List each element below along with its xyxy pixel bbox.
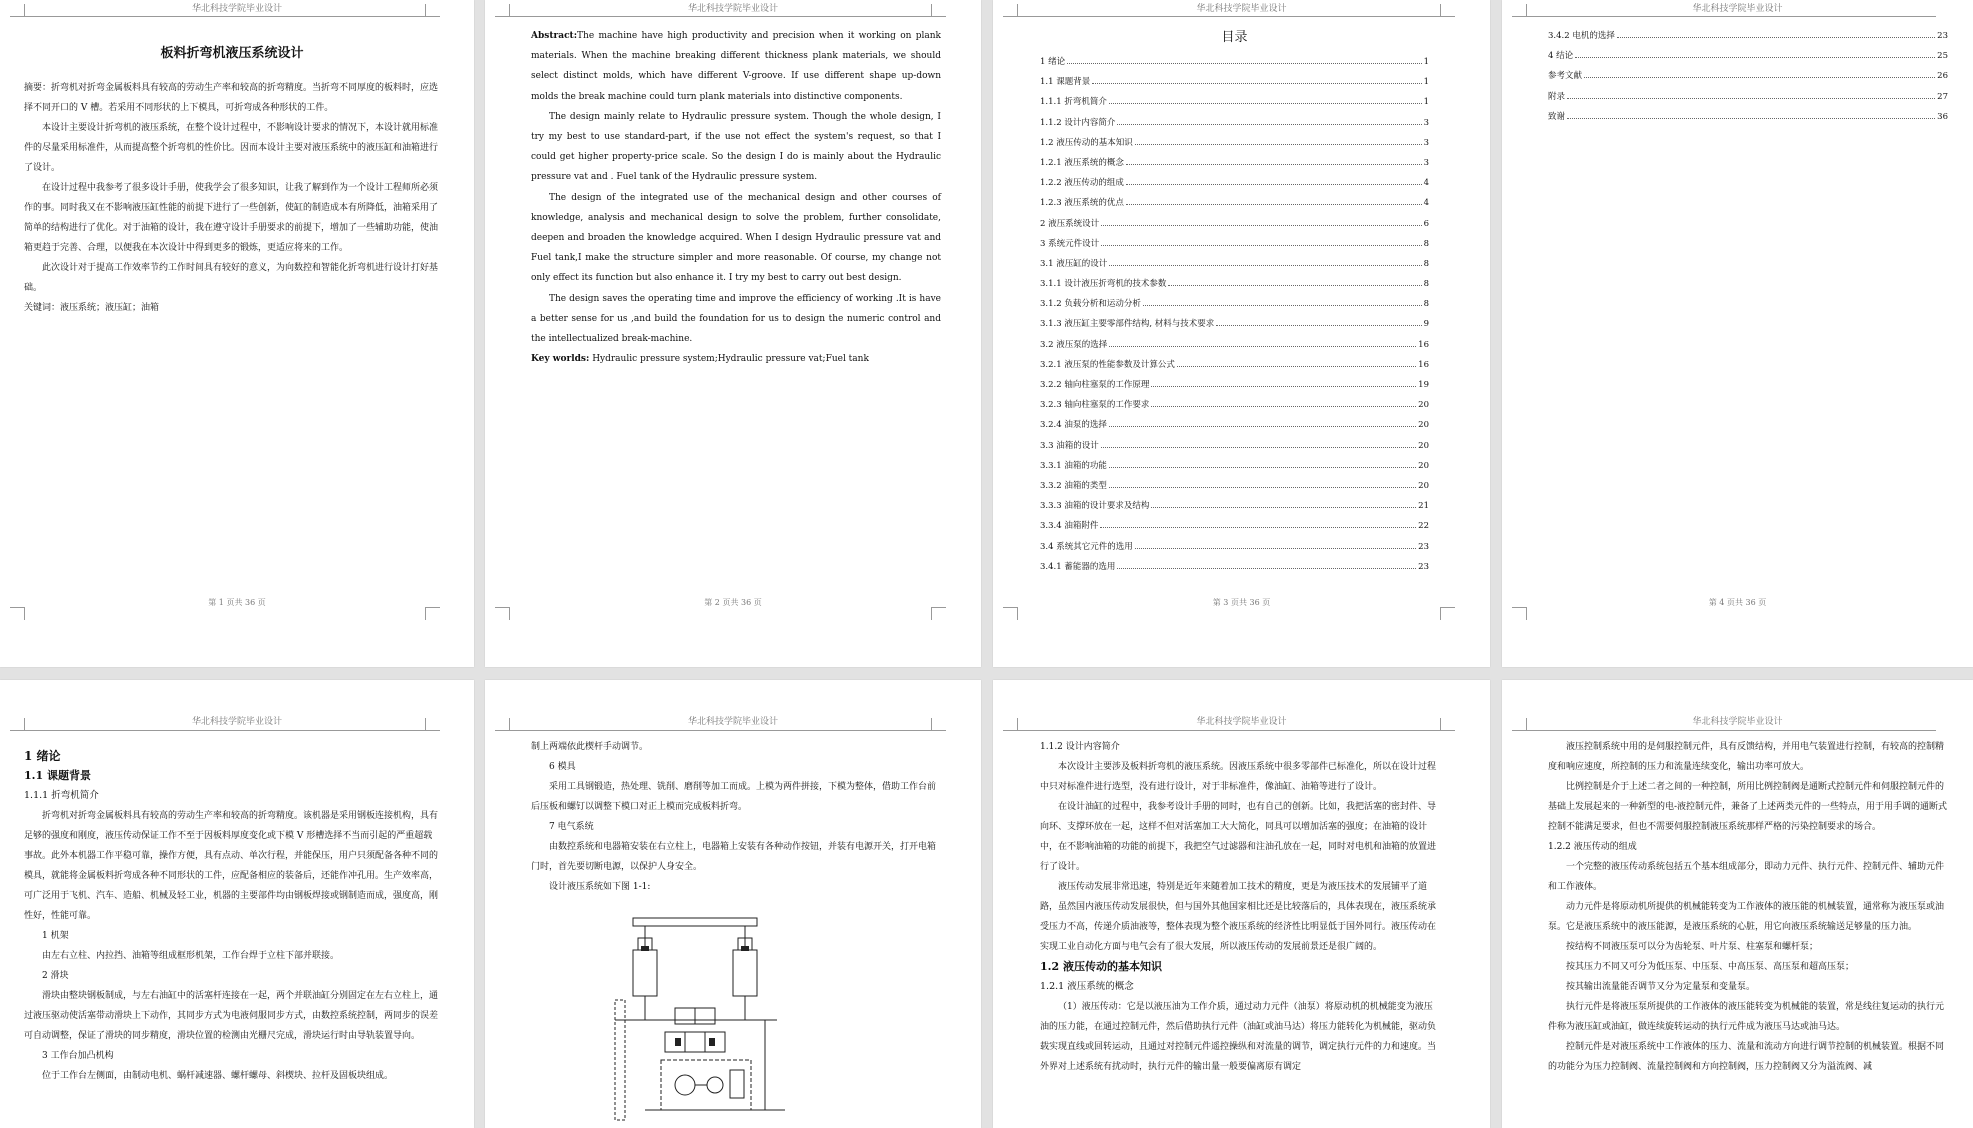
page-body [24,44,440,318]
toc-leader [1617,37,1935,38]
toc-entry-title: 3.2.1 液压泵的性能参数及计算公式 [1040,359,1175,370]
toc-entry-page: 25 [1937,51,1948,62]
toc-list [1548,26,1948,127]
body-paragraph: （1）液压传动：它是以液压油为工作介质，通过动力元件（油泵）将原动机的机械能变为液压油的压力能，在通过控制元件，然后借助执行元件（油缸或油马达）将压力能转化为机械能，驱动负载实现直线或回转运动，且通过对控制元件遥控操纵和对流量的调节，调定执行元件的力和速度。当外界对上述系统有扰动时，执行元件的输出量一般要偏离原有调定 [1040,1002,1437,1072]
body-paragraph: 制上两端依此楔杆手动调节。 [531,742,649,752]
toc-entry-page: 20 [1418,420,1429,431]
toc-entry-page: 36 [1937,111,1948,122]
keywords-label: Key worlds: [531,354,590,365]
toc-entry-page: 16 [1418,339,1429,350]
toc-entry[interactable] [1040,375,1429,395]
toc-list [1040,52,1429,577]
toc-entry[interactable] [1040,193,1429,213]
page-3 [993,0,1490,667]
crop-mark [495,4,510,17]
crop-mark [1440,607,1455,620]
page-header: 华北科技学院毕业设计 [687,717,778,727]
toc-entry-title: 参考文献 [1548,71,1583,82]
toc-entry-page: 20 [1418,400,1429,411]
toc-entry[interactable] [1040,557,1429,577]
body-paragraph: 控制元件是对液压系统中工作液体的压力、流量和流动方向进行调节控制的机械装置。根据不同的功能分为压力控制阀、流量控制阀和方向控制阀，压力控制阀又分为溢流阀、减 [1548,1042,1945,1072]
toc-leader [1575,57,1935,58]
toc-leader [1567,98,1935,99]
abstract-text: The machine have high productivity and precision when it working on plank materials. When the machine breaking different thickness plank materials, we should select distinct molds, which have different V-groove. If use different shape up-down molds the break machine could turn plank materials into distinctive components. [531,31,941,102]
document-title: 板料折弯机液压系统设计 [160,46,304,61]
section-heading: 1.1 课题背景 [24,769,91,782]
toc-leader [1109,426,1416,427]
abstract-paragraph: 摘要：折弯机对折弯金属板料具有较高的劳动生产率和较高的折弯精度。当折弯不同厚度的板料时，应选择不同开口的 V 槽。若采用不同形状的上下模具，可折弯成各种形状的工件。 [24,83,439,113]
toc-entry-title: 3.3.3 油箱的设计要求及结构 [1040,501,1150,512]
body-paragraph: 比例控制是介于上述二者之间的一种控制，所用比例控制阀是通断式控制元件和伺服控制元件的基础上发展起来的一种新型的电-液控制元件，兼备了上述两类元件的一些特点，用于用手调的通断式控制不能满足要求，但也不需要伺服控制液压系统那样严格的污染控制要求的场合。 [1548,782,1948,832]
toc-continued [1548,26,1948,127]
crop-mark [931,4,946,17]
crop-mark [1003,4,1018,17]
body-paragraph: 液压控制系统中用的是伺服控制元件，具有反馈结构，并用电气装置进行控制，有较高的控制精度和响应速度，所控制的压力和流量连续变化，输出功率可放大。 [1548,742,1945,772]
toc-entry-page: 3 [1423,117,1429,128]
toc-leader [1117,568,1416,569]
abstract-paragraph [531,26,941,107]
toc-entry[interactable] [1040,214,1429,234]
toc-entry-title: 1.2 液压传动的基本知识 [1040,137,1133,148]
toc-entry-title: 3.3.1 油箱的功能 [1040,460,1107,471]
crop-mark [10,4,25,17]
toc-entry-page: 20 [1418,460,1429,471]
page-8 [1502,680,1973,1128]
toc-entry-page: 8 [1423,258,1429,269]
crop-mark [1440,718,1455,731]
toc-leader [1109,467,1416,468]
toc-entry[interactable] [1040,436,1429,456]
toc-entry[interactable] [1040,274,1429,294]
toc-leader [1100,527,1416,528]
toc-entry[interactable] [1548,107,1948,127]
body-paragraph: 设计液压系统如下图 1-1: [549,882,651,892]
crop-mark [1512,4,1527,17]
crop-mark [1003,718,1018,731]
body-paragraph: 本设计主要设计折弯机的液压系统，在整个设计过程中，不影响设计要求的情况下，本设计就用标准件的尽量采用标准件，从而提高整个折弯机的性价比。因而本设计主要对液压系统中的液压缸和油箱进行了设计。 [24,123,439,173]
toc-entry-title: 1.1.2 设计内容简介 [1040,117,1116,128]
subsection-heading: 1.2.2 液压传动的组成 [1548,842,1637,852]
toc-entry[interactable] [1040,355,1429,375]
pipe-line [615,1000,625,1120]
toc-leader [1101,245,1421,246]
toc-leader [1126,184,1422,185]
toc-entry[interactable] [1040,92,1429,112]
toc-entry-title: 3.1.1 设计液压折弯机的技术参数 [1040,279,1167,290]
body-paragraph: 由左右立柱、内拉挡、油箱等组成框形机架，工作台焊于立柱下部并联接。 [42,951,340,961]
item-heading: 7 电气系统 [549,822,594,832]
crop-mark [1512,718,1527,731]
toc-entry-title: 3.2.4 油泵的选择 [1040,420,1107,431]
toc-leader [1151,507,1416,508]
page-footer: 第 2 页共 36 页 [704,598,762,607]
toc-entry[interactable] [1040,254,1429,274]
toc-entry-page: 26 [1937,71,1948,82]
toc-leader [1092,83,1421,84]
toc-entry-title: 3.2 液压泵的选择 [1040,339,1108,350]
toc-entry-title: 1.1.1 折弯机简介 [1040,97,1107,108]
toc-entry-title: 2 液压系统设计 [1040,218,1100,229]
toc [1040,28,1429,577]
toc-entry-page: 16 [1418,359,1429,370]
toc-leader [1067,63,1421,64]
crop-mark [1512,607,1527,620]
item-heading: 2 滑块 [42,971,69,981]
toc-entry-page: 23 [1418,541,1429,552]
page-header: 华北科技学院毕业设计 [191,4,282,14]
toc-entry-title: 3.1.2 负载分析和运动分析 [1040,299,1141,310]
toc-leader [1143,305,1422,306]
page-header: 华北科技学院毕业设计 [1196,717,1287,727]
toc-entry-page: 20 [1418,480,1429,491]
header-rule [1015,730,1453,731]
toc-entry[interactable] [1040,476,1429,496]
body-paragraph: 按其输出流量能否调节又分为定量泵和变量泵。 [1566,982,1756,992]
body-paragraph: 本次设计主要涉及板料折弯机的液压系统。因液压系统中很多零部件已标准化，所以在设计过程中只对标准件进行选型，没有进行设计，对于非标准件，像油缸、油箱等进行了设计。 [1040,762,1437,792]
header-rule [507,730,944,731]
toc-entry[interactable] [1548,66,1948,86]
keywords [531,349,941,369]
page-header: 华北科技学院毕业设计 [191,717,282,727]
toc-entry-title: 3.1.3 液压缸主要零部件结构, 材料与技术要求 [1040,319,1215,330]
crop-mark [425,607,440,620]
toc-entry[interactable] [1040,294,1429,314]
page-1 [0,0,474,667]
toc-title: 目录 [1221,30,1248,45]
page-5 [0,680,474,1128]
toc-entry-title: 1.1 课题背景 [1040,77,1091,88]
toc-entry[interactable] [1040,173,1429,193]
header-rule [22,16,437,17]
header-rule [1015,16,1453,17]
crop-mark [1440,4,1455,17]
toc-leader [1109,103,1422,104]
toc-entry-page: 27 [1937,91,1948,102]
body-paragraph: 液压传动发展非常迅速，特别是近年来随着加工技术的精度，更是为液压技术的发展铺平了道路，虽然国内液压传动发展很快，但与国外其他国家相比还是比较落后的，具体表现在，液压系统承受压力不高，传递介质油液等，整体表现为整个液压系统的经济性比明显低于国外同行。液压传动在实现工业自动化方面与电气会有了很大发展，所以液压传动的发展前景还是很广阔的。 [1040,882,1437,952]
control-valve [665,1032,725,1052]
toc-leader [1567,118,1935,119]
toc-entry-title: 附录 [1548,91,1566,102]
valve-block [709,1038,715,1046]
crop-mark [931,607,946,620]
toc-entry-page: 1 [1423,97,1429,108]
hydraulic-schematic [605,910,795,1128]
toc-entry-page: 4 [1423,198,1429,209]
page-2 [485,0,981,667]
crop-mark [495,718,510,731]
page-body [531,26,941,369]
subsection-heading: 1.1.1 折弯机简介 [24,790,99,801]
toc-entry-title: 3.3.2 油箱的类型 [1040,480,1107,491]
toc-entry[interactable] [1040,537,1429,557]
keywords: 关键词：液压系统；液压缸；油箱 [24,303,160,313]
toc-entry-title: 致谢 [1548,111,1566,122]
page-body [531,737,941,897]
crop-mark [931,718,946,731]
header-rule [22,730,437,731]
toc-entry-page: 3 [1423,137,1429,148]
toc-leader [1126,204,1422,205]
toc-entry[interactable] [1040,516,1429,536]
page-header: 华北科技学院毕业设计 [1196,4,1287,14]
toc-leader [1126,164,1422,165]
toc-entry-title: 3.4 系统其它元件的选用 [1040,541,1133,552]
toc-entry-title: 3 系统元件设计 [1040,238,1100,249]
toc-leader [1135,548,1416,549]
toc-entry-page: 8 [1423,279,1429,290]
toc-entry-page: 1 [1423,57,1429,67]
keywords-text: Hydraulic pressure system;Hydraulic pressure vat;Fuel tank [592,354,869,365]
toc-entry[interactable] [1040,153,1429,173]
toc-leader [1109,346,1416,347]
toc-entry[interactable] [1040,113,1429,133]
toc-entry[interactable] [1040,52,1429,72]
crop-mark [1003,607,1018,620]
toc-entry-page: 8 [1423,238,1429,249]
body-paragraph: 按结构不同液压泵可以分为齿轮泵、叶片泵、柱塞泵和螺杆泵； [1566,942,1819,952]
toc-entry-page: 3 [1423,157,1429,168]
body-paragraph: 动力元件是将原动机所提供的机械能转变为工作液体的液压能的机械装置，通常称为液压泵或油泵。它是液压系统中的液压能源，是液压系统的心脏，用它向液压系统输送足够量的压力油。 [1548,902,1945,932]
toc-leader [1151,386,1416,387]
toc-leader [1101,225,1421,226]
page-4 [1502,0,1973,667]
valve-block [675,1038,681,1046]
toc-leader [1109,265,1421,266]
page-footer: 第 1 页共 36 页 [208,598,266,607]
body-paragraph: 位于工作台左侧面，由制动电机、蜗杆减速器、螺杆螺母、斜楔块、拉杆及固板块组成。 [42,1071,394,1081]
toc-entry-page: 21 [1418,501,1429,512]
toc-entry[interactable] [1548,26,1948,46]
toc-entry-page: 6 [1423,218,1429,229]
ram-beam [633,918,757,926]
toc-entry[interactable] [1040,234,1429,254]
toc-entry-title: 1.2.3 液压系统的优点 [1040,198,1124,209]
toc-leader [1101,447,1416,448]
toc-entry[interactable] [1040,314,1429,334]
toc-entry-page: 19 [1418,380,1429,390]
page-6 [485,680,981,1128]
toc-entry[interactable] [1040,133,1429,153]
valve-block [741,946,749,951]
page-footer: 第 4 页共 36 页 [1708,598,1767,607]
body-paragraph: 滑块由整块钢板制成，与左右油缸中的活塞杆连接在一起，两个并联油缸分别固定在左右立柱上，通过液压驱动使活塞带动滑块上下动作，其同步方式为电液伺服同步方式，由数控系统控制，两同步的误差可自动调整，保证了滑块的同步精度，滑块位置的检测由光栅尺完成，滑块运行时由导轨装置导向。 [24,991,439,1041]
toc-entry-title: 3.1 液压缸的设计 [1040,258,1108,269]
body-paragraph: 此次设计对于提高工作效率节约工作时间具有较好的意义，为向数控和智能化折弯机进行设计打好基础。 [24,263,439,293]
toc-entry-page: 20 [1418,440,1429,451]
toc-entry-title: 3.3 油箱的设计 [1040,440,1099,451]
crop-mark [495,607,510,620]
abstract-label: Abstract: [531,31,578,41]
crop-mark [425,718,440,731]
toc-entry-page: 1 [1423,77,1429,88]
toc-entry[interactable] [1040,335,1429,355]
item-heading: 3 工作台加凸机构 [42,1051,114,1061]
body-paragraph: 在设计油缸的过程中，我参考设计手册的同时，也有自己的创新。比如，我把活塞的密封件、导向环、支撑环放在一起，这样不但对活塞加工大大简化，同具可以增加活塞的强度；在油箱的设计中，在不影响油箱的功能的前提下，我把空气过滤器和注油孔放在一起，同时对电机和油箱的放置进行了设计。 [1040,802,1437,872]
toc-leader [1216,325,1421,326]
page-body [1040,737,1440,1077]
page-header: 华北科技学院毕业设计 [1692,717,1783,727]
toc-entry-page: 23 [1418,561,1429,572]
section-heading: 1.2 液压传动的基本知识 [1040,960,1162,973]
page-body [1548,737,1951,1077]
toc-entry[interactable] [1040,496,1429,516]
item-heading: 6 模具 [549,762,576,772]
chapter-heading: 1 绪论 [24,749,61,763]
body-paragraph: The design mainly relate to Hydraulic pressure system. Though the whole design, I try my best to use standard-part, if the use not effect the system's request, so that I could get higher property-price scale. So the design I do is mainly about the Hydraulic pressure vat and . Fuel tank of the Hydraulic pressure system. [531,111,941,183]
crop-mark [425,4,440,17]
toc-entry[interactable] [1548,46,1948,66]
right-cylinder [733,950,757,996]
toc-leader [1135,144,1422,145]
body-paragraph: 由数控系统和电器箱安装在右立柱上，电器箱上安装有各种动作按钮，并装有电源开关，打开电箱门时，首先要切断电源，以保护人身安全。 [531,842,937,872]
toc-leader [1109,487,1416,488]
toc-entry[interactable] [1040,72,1429,92]
toc-leader [1177,366,1416,367]
toc-entry-title: 3.4.2 电机的选择 [1548,31,1615,41]
valve-block [641,946,649,951]
page-7 [993,680,1490,1128]
filter-icon [730,1070,744,1098]
toc-leader [1117,124,1421,125]
toc-entry[interactable] [1548,87,1948,107]
toc-entry-page: 9 [1423,319,1429,330]
crop-mark [10,718,25,731]
header-rule [1524,16,1936,17]
pump-icon [675,1075,695,1095]
motor-icon [707,1077,723,1093]
body-paragraph: 采用工具钢锻造，热处理、铣削、磨削等加工而成。上模为两件拼接，下模为整体，借助工作台前后压板和螺钉以调整下模口对正上模而完成板料折弯。 [531,782,937,812]
body-paragraph: 一个完整的液压传动系统包括五个基本组成部分，即动力元件、执行元件、控制元件、辅助元件和工作液体。 [1548,862,1945,892]
toc-entry-page: 8 [1423,299,1429,310]
body-paragraph: 执行元件是将液压泵所提供的工作液体的液压能转变为机械能的装置，常是线往复运动的执行元件称为液压缸或油缸，做连续旋转运动的执行元件成为液压马达或油马达。 [1548,1002,1945,1032]
toc-entry-title: 1.2.2 液压传动的组成 [1040,178,1124,189]
toc-entry-page: 22 [1418,521,1429,532]
toc-leader [1168,285,1421,286]
toc-entry-page: 23 [1937,31,1948,41]
toc-entry[interactable] [1040,395,1429,415]
toc-entry-title: 3.2.2 轴向柱塞泵的工作原理 [1040,380,1150,390]
body-paragraph: The design saves the operating time and improve the efficiency of working .It is have a better sense for us ,and build the foundation for us to design the numeric control and the intellectualized break-machine. [531,293,941,345]
toc-entry-title: 4 结论 [1548,51,1574,62]
header-rule [507,16,944,17]
toc-leader [1151,406,1416,407]
body-paragraph: 在设计过程中我参考了很多设计手册，使我学会了很多知识，让我了解到作为一个设计工程师所必须作的事。同时我又在不影响液压缸性能的前提下进行了一些创新，使缸的制造成本有所降低，油箱采用了简单的结构进行了优化。对于油箱的设计，我在遵守设计手册要求的前提下，增加了一些辅助功能，使油箱更趋于完善、合理，以便我在本次设计中得到更多的锻炼，更适应将来的工作。 [24,183,439,253]
body-paragraph: 折弯机对折弯金属板料具有较高的劳动生产率和较高的折弯精度。该机器是采用钢板连接机构，具有足够的强度和刚度，液压传动保证工作不至于因板料厚度变化或下模 V 形槽选择不当而引起的严重超载事故。此外本机器工作平稳可靠，操作方便，具有点动、单次行程，并能保压，用户只须配备各种不同的模具，就能将金属板料折弯成各种不同形状的工件，应配备相应的装备后，还能作冲孔用。生产效率高，可广泛用于飞机、汽车、造船、机械及轻工业，机器的主要部件均由钢板焊接或钢制造而成，强度高，刚性好，性能可靠。 [24,811,439,921]
header-rule [1524,730,1936,731]
toc-entry-title: 3.2.3 轴向柱塞泵的工作要求 [1040,400,1150,411]
toc-leader [1584,77,1935,78]
subsection-heading: 1.1.2 设计内容简介 [1040,742,1120,752]
body-paragraph: 按其压力不同又可分为低压泵、中压泵、中高压泵、高压泵和超高压泵； [1566,962,1855,972]
left-cylinder [633,950,657,996]
toc-entry-title: 3.4.1 蓄能器的选用 [1040,561,1116,572]
toc-entry-page: 4 [1423,178,1429,189]
subsection-heading: 1.2.1 液压系统的概念 [1040,981,1134,992]
item-heading: 1 机架 [42,931,69,941]
page-footer: 第 3 页共 36 页 [1212,598,1271,607]
toc-entry-title: 1.2.1 液压系统的概念 [1040,157,1124,168]
page-header: 华北科技学院毕业设计 [1692,4,1783,14]
body-paragraph: The design of the integrated use of the mechanical design and other courses of knowledge, analysis and mechanical design to solve the problem, further consolidate, deepen and broaden the knowledge acquired. When I design Hydraulic pressure vat and Fuel tank,I make the structure simpler and more reasonable. Of course, my change not only effect its function but also enhance it. I try my best to carry out best design. [531,192,941,284]
page-body [24,740,440,1086]
toc-entry-title: 1 绪论 [1040,57,1066,67]
toc-entry-title: 3.3.4 油箱附件 [1040,521,1099,532]
page-header: 华北科技学院毕业设计 [687,4,778,14]
toc-entry[interactable] [1040,456,1429,476]
toc-entry[interactable] [1040,415,1429,435]
crop-mark [10,607,25,620]
